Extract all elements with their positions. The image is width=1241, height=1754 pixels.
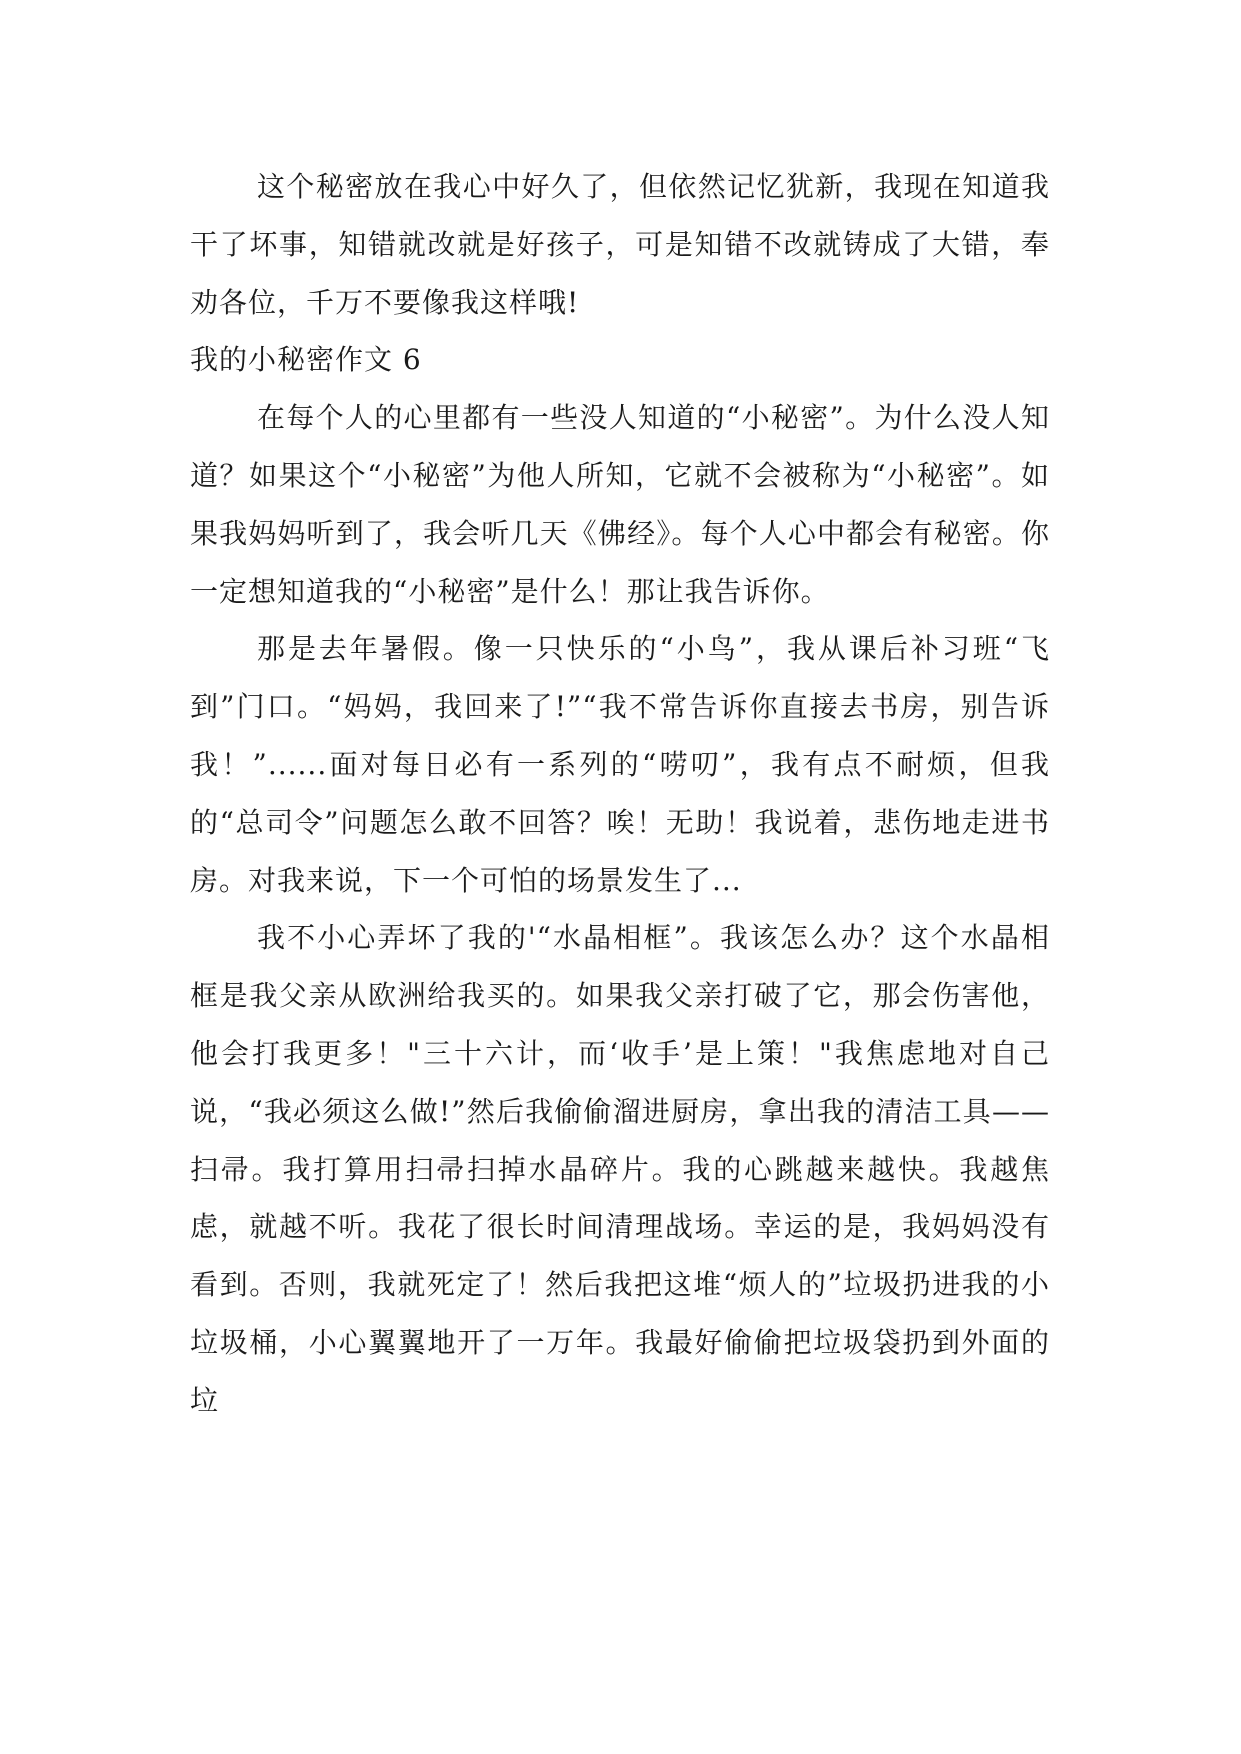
paragraph-conclusion: 这个秘密放在我心中好久了，但依然记忆犹新，我现在知道我干了坏事，知错就改就是好孩子，可是知错不改就铸成了大错，奉劝各位，千万不要像我这样哦! xyxy=(190,170,1050,319)
paragraph-intro: 在每个人的心里都有一些没人知道的“小秘密”。为什么没人知道？如果这个“小秘密”为他人所知，它就不会被称为“小秘密”。如果我妈妈听到了，我会听几天《佛经》。每个人心中都会有秘密。你一定想知道我的“小秘密”是什么！那让我告诉你。 xyxy=(190,401,1050,608)
section-heading: 我的小秘密作文 6 xyxy=(190,343,422,377)
paragraph-summer: 那是去年暑假。像一只快乐的“小鸟”，我从课后补习班“飞到”门口。“妈妈，我回来了!”“我不常告诉你直接去书房，别告诉我！”......面对每日必有一系列的“唠叨”，我有点不耐烦，但我的“总司令”问题怎么敢不回答？唉！无助！我说着，悲伤地走进书房。对我来说，下一个可怕的场景发生了... xyxy=(190,632,1050,897)
paragraph-frame: 我不小心弄坏了我的'“水晶相框”。我该怎么办？这个水晶相框是我父亲从欧洲给我买的。如果我父亲打破了它，那会伤害他，他会打我更多！"三十六计，而‘收手’是上策！"我焦虑地对自己说，“我必须这么做!”然后我偷偷溜进厨房，拿出我的清洁工具——扫帚。我打算用扫帚扫掉水晶碎片。我的心跳越来越快。我越焦虑，就越不听。我花了很长时间清理战场。幸运的是，我妈妈没有看到。否则，我就死定了！然后我把这堆“烦人的”垃圾扔进我的小垃圾桶，小心翼翼地开了一万年。我最好偷偷把垃圾袋扔到外面的垃 xyxy=(190,921,1050,1417)
document-body xyxy=(190,158,1050,1430)
